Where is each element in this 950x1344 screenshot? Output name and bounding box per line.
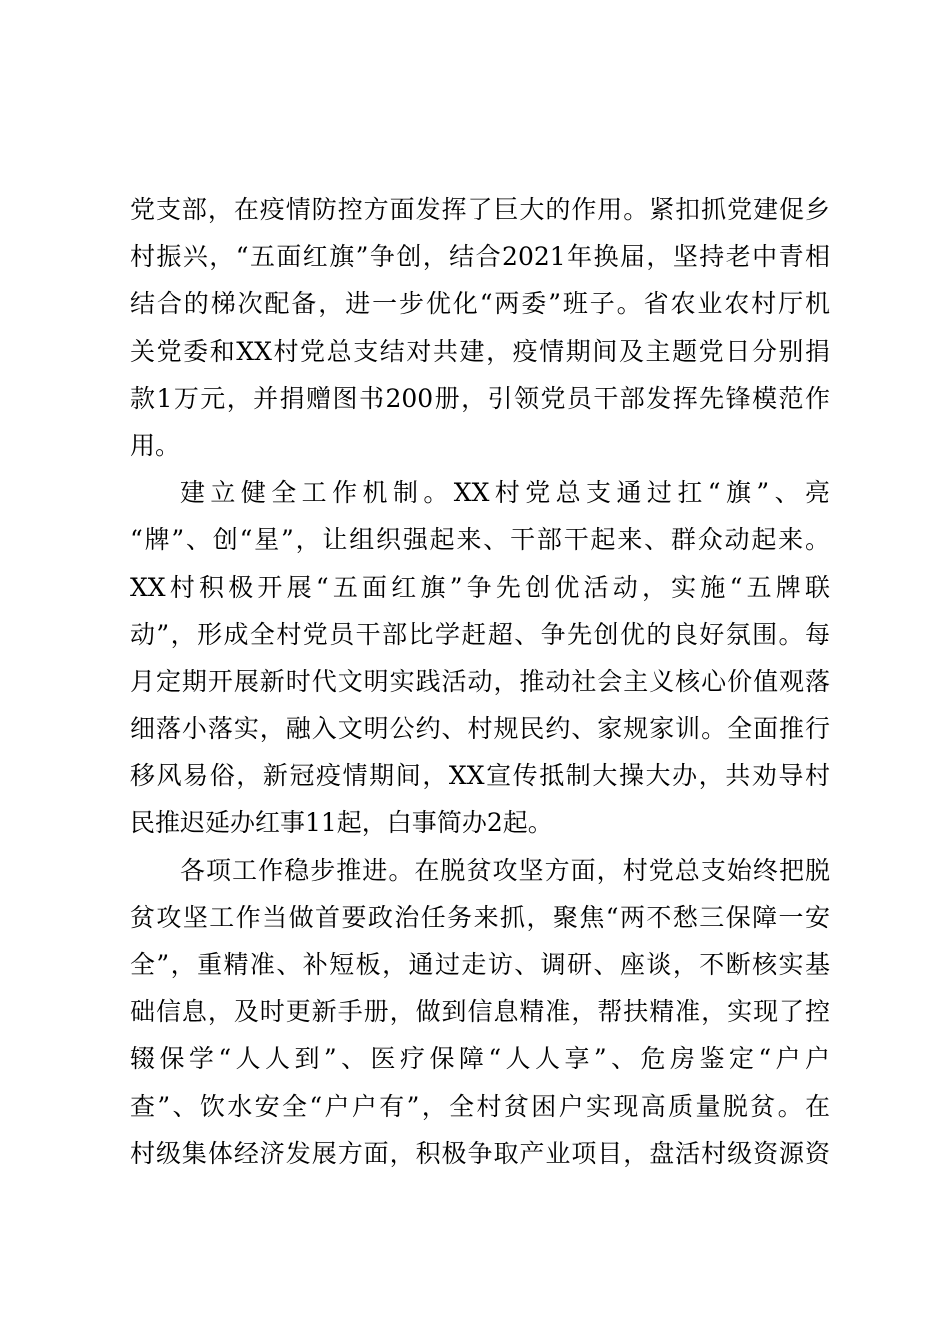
paragraph-1-line-2: 村振兴，“五面红旗”争创，结合2021年换届，坚持老中青相 [130,242,830,272]
paragraph-2-line-8: 民推迟延办红事11起，白事简办2起。 [130,808,553,838]
paragraph-1-line-6: 用。 [130,430,181,460]
paragraph-3-line-5: 辍保学“人人到”、医疗保障“人人享”、危房鉴定“户户 [130,1044,830,1074]
paragraph-1-line-3: 结合的梯次配备，进一步优化“两委”班子。省农业农村厅机 [130,289,830,319]
paragraph-1-line-1: 党支部，在疫情防控方面发挥了巨大的作用。紧扣抓党建促乡 [130,195,830,224]
paragraph-2-line-2: “牌”、创“星”，让组织强起来、干部干起来、群众动起来。 [130,525,830,555]
paragraph-3-line-4: 础信息，及时更新手册，做到信息精准，帮扶精准，实现了控 [130,997,830,1027]
paragraph-3-line-2: 贫攻坚工作当做首要政治任务来抓，聚焦“两不愁三保障一安 [130,902,830,932]
paragraph-3-line-7: 村级集体经济发展方面，积极争取产业项目，盘活村级资源资 [130,1138,830,1168]
paragraph-3-line-1: 各项工作稳步推进。在脱贫攻坚方面，村党总支始终把脱 [180,855,830,885]
paragraph-2-line-4: 动”，形成全村党员干部比学赶超、争先创优的良好氛围。每 [130,619,830,649]
paragraph-2-line-6: 细落小落实，融入文明公约、村规民约、家规家训。全面推行 [130,714,830,744]
paragraph-2-line-1: 建立健全工作机制。XX村党总支通过扛“旗”、亮 [180,478,830,508]
body-text [130,186,830,1177]
paragraph-2-line-3: XX村积极开展“五面红旗”争先创优活动，实施“五牌联 [130,572,830,602]
paragraph-3-line-6: 查”、饮水安全“户户有”，全村贫困户实现高质量脱贫。在 [130,1091,830,1121]
paragraph-1-line-5: 款1万元，并捐赠图书200册，引领党员干部发挥先锋模范作 [130,383,830,413]
paragraph-3-line-3: 全”，重精准、补短板，通过走访、调研、座谈，不断核实基 [130,950,830,979]
paragraph-2-line-5: 月定期开展新时代文明实践活动，推动社会主义核心价值观落 [130,666,830,696]
paragraph-2-line-7: 移风易俗，新冠疫情期间，XX宣传抵制大操大办，共劝导村 [130,761,830,791]
paragraph-1-line-4: 关党委和XX村党总支结对共建，疫情期间及主题党日分别捐 [130,336,830,366]
